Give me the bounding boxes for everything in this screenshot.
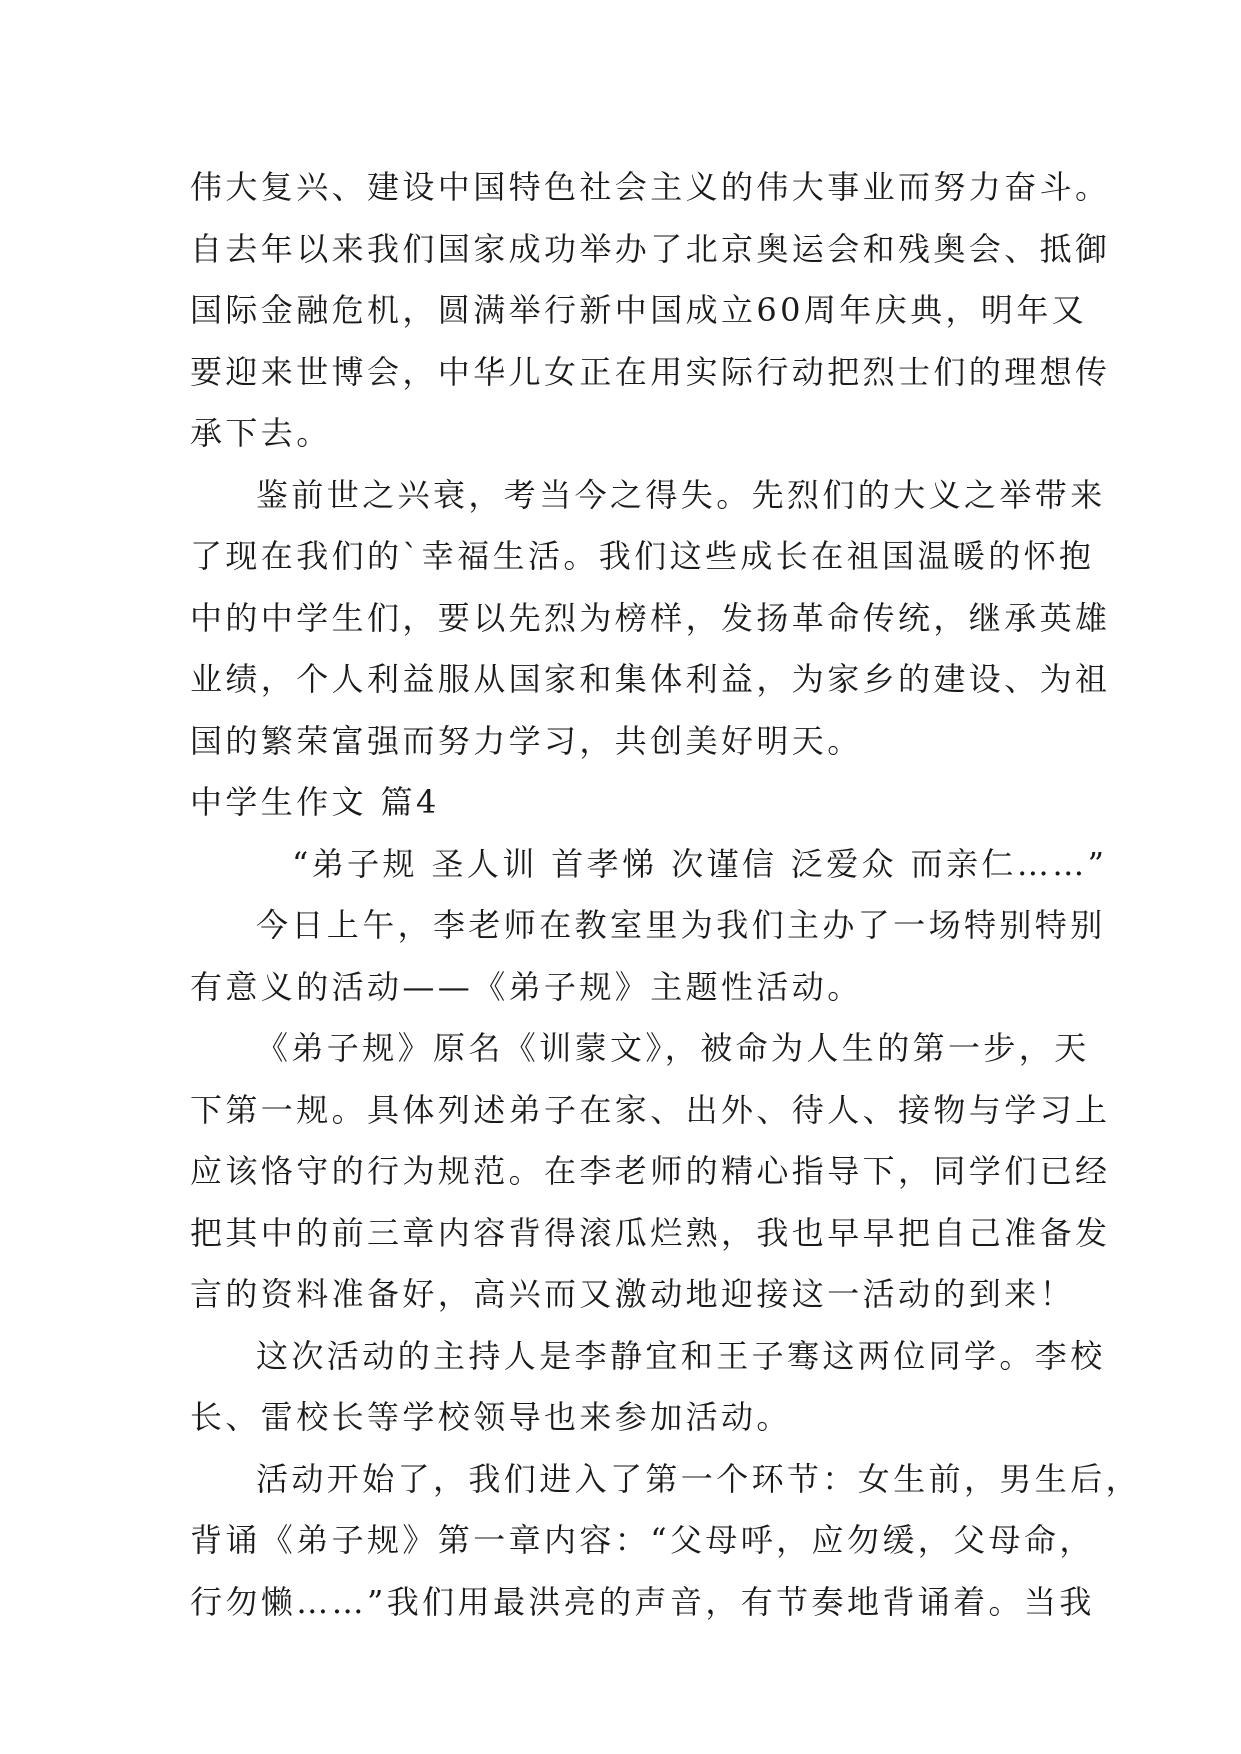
text-line: 把其中的前三章内容背得滚瓜烂熟，我也早早把自己准备发 [190,1213,1111,1252]
text-line: 言的资料准备好，高兴而又激动地迎接这一活动的到来！ [190,1275,1076,1313]
paragraph-first-line: 《弟子规》原名《训蒙文》，被命为人生的第一步，天 [256,1029,1090,1067]
paragraph-first-line: 今日上午，李老师在教室里为我们主办了一场特别特别 [256,906,1106,944]
text-line: 背诵《弟子规》第一章内容：“父母呼，应勿缓，父母命， [190,1521,1095,1559]
text-line: 业绩，个人利益服从国家和集体利益，为家乡的建设、为祖 [190,660,1111,698]
text-line: 了现在我们的`幸福生活。我们这些成长在祖国温暖的怀抱 [190,537,1095,575]
text-line: 承下去。 [190,414,332,452]
paragraph-first-line: 鉴前世之兴衰，考当今之得失。先烈们的大义之举带来 [256,475,1106,514]
text-line: 国际金融危机，圆满举行新中国成立60周年庆典，明年又 [190,291,1088,329]
text-line: 下第一规。具体列述弟子在家、出外、待人、接物与学习上 [190,1090,1111,1129]
text-line: 中的中学生们，要以先烈为榜样，发扬革命传统，继承英雄 [190,598,1111,637]
paragraph-first-line: 活动开始了，我们进入了第一个环节：女生前，男生后， [256,1459,1142,1498]
paragraph-first-line: 这次活动的主持人是李静宜和王子骞这两位同学。李校 [256,1336,1106,1375]
text-line: 伟大复兴、建设中国特色社会主义的伟大事业而努力奋斗。 [190,168,1111,206]
text-line: 有意义的活动——《弟子规》主题性活动。 [190,967,863,1006]
text-line: 应该恪守的行为规范。在李老师的精心指导下，同学们已经 [190,1152,1111,1190]
text-line: 国的繁荣富强而努力学习，共创美好明天。 [190,721,863,760]
text-line: 长、雷校长等学校领导也来参加活动。 [190,1398,792,1436]
quote-line: “弟子规 圣人训 首孝悌 次谨信 泛爱众 而亲仁……” [292,844,1108,883]
section-heading: 中学生作文 篇4 [190,783,440,821]
essay-body [190,157,1142,1633]
text-line: 自去年以来我们国家成功举办了北京奥运会和残奥会、抵御 [190,229,1111,268]
text-line: 要迎来世博会，中华儿女正在用实际行动把烈士们的理想传 [190,352,1111,391]
text-line: 行勿懒……”我们用最洪亮的声音，有节奏地背诵着。当我 [190,1582,1095,1621]
